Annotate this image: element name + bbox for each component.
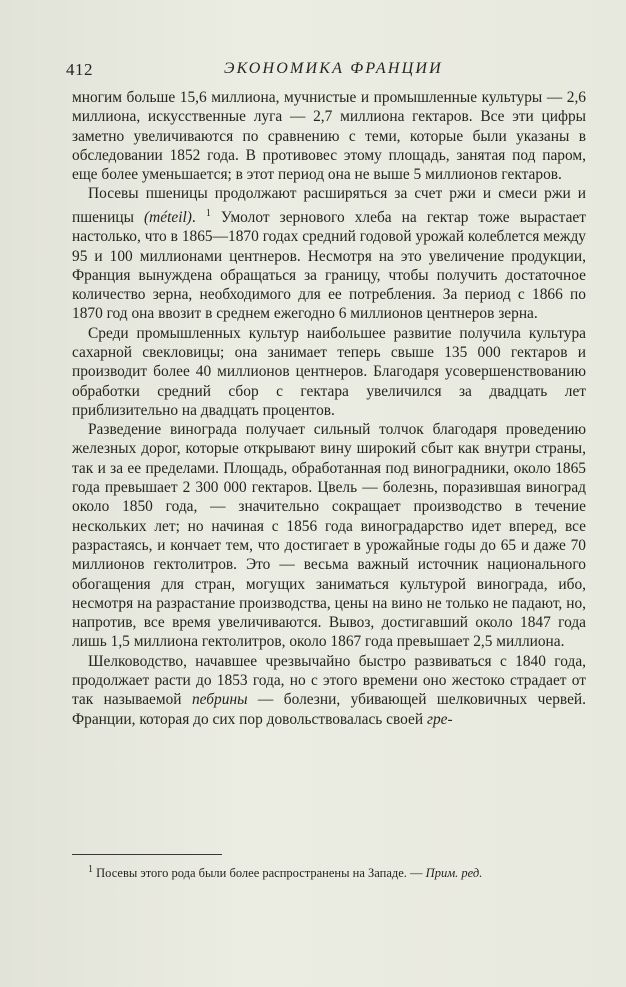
- paragraph-2-text-after: Умолот зернового хлеба на гектар тоже вырастает настолько, что в 1865—1870 годах средний годовой урожай колеблется между 95 и 100 миллионами центнеров. Несмотря на это увеличение продукции, Франция вынуждена обращаться за границу, чтобы получить достаточное количество зерна, необходимого для ее потребления. За период с 1866 по 1870 год она ввозит в среднем ежегодно 6 миллионов центнеров зерна.: [72, 208, 586, 323]
- footnote-mark: 1: [88, 864, 93, 875]
- paragraph-2-text-before: Посевы пшеницы продолжают расширяться за счет ржи и смеси ржи и пшеницы: [72, 185, 586, 226]
- paragraph-5-text-before: Шелководство, начавшее чрезвычайно быстро развиваться с 1840 года, продолжает расти до 1853 года, но с этого времени оно жестоко страдает от так называемой: [72, 652, 586, 709]
- paragraph-5-italic-end: гре-: [426, 710, 453, 728]
- page-number: 412: [66, 60, 93, 79]
- footnote: [72, 862, 586, 881]
- paragraph-1: многим больше 15,6 миллиона, мучнистые и промышленные культуры — 2,6 миллиона, искусственные луга — 2,7 миллиона гектаров. Все эти цифры заметно увеличиваются по сравнению с теми, которые были указаны в обследовании 1852 года. В противовес этому площадь, занятая под паром, еще более уменьшается; в этот период она не выше 5 миллионов гектаров.: [72, 89, 586, 184]
- footnote-reference: 1: [205, 207, 211, 219]
- footnote-divider: [72, 854, 222, 855]
- paragraph-5-italic-term: пебрины: [191, 691, 248, 709]
- footnote-text: Посевы этого рода были более распространены на Западе. —: [93, 866, 426, 881]
- paragraph-3: Среди промышленных культур наибольшее развитие получила культура сахарной свекловицы; она занимает теперь свыше 135 000 гектаров и производит более 40 миллионов центнеров. Благодаря усовершенствованию обработки средний сбор с гектара увеличился за двадцать лет приблизительно на двадцать процентов.: [72, 324, 586, 419]
- paragraph-2: Посевы пшеницы продолжают расширяться за счет ржи и смеси ржи и пшеницы (méteil). $^1$ Умолот зернового хлеба на гектар тоже вырастает настолько, что в 1865—1870 годах средний годовой урожай колеблется между 95 и 100 миллионами центнеров. Несмотря на это увеличение продукции, Франция вынуждена обращаться за границу, чтобы получить достаточное количество зерна, необходимого для ее потребления. За период с 1866 по 1870 год она ввозит в среднем ежегодно 6 миллионов центнеров зерна.: [72, 185, 586, 323]
- main-text: [72, 88, 586, 729]
- paragraph-2-italic-term: (méteil): [144, 208, 192, 226]
- footnote-editor-note: Прим. ред.: [425, 866, 483, 881]
- page-header: [66, 60, 586, 84]
- paragraph-4: Разведение винограда получает сильный толчок благодаря проведению железных дорог, которые открывают вину широкий сбыт как внутри страны, так и за ее пределами. Площадь, обработанная под виноградники, около 1865 года превышает 2 300 000 гектаров. Цвель — болезнь, поразившая виноград около 1850 года, — значительно сокращает производство в течение нескольких лет; но начиная с 1856 года виноградарство идет вперед, все разрастаясь, и кончает тем, что достигает в урожайные годы до 65 и даже 70 миллионов гектолитров. Это — весьма важный источник национального обогащения для стран, могущих заниматься культурой винограда, ибо, несмотря на разрастание производства, цены на вино не только не падают, но, напротив, все время увеличиваются. Вывоз, достигавший около 1847 года лишь 1,5 миллиона гектолитров, около 1867 года превышает 2,5 миллиона.: [72, 421, 586, 651]
- paragraph-5-text-after: — болезни, убивающей шелковичных червей. Франции, которая до сих пор довольствовалась своей: [72, 691, 586, 728]
- paragraph-5: [72, 652, 586, 729]
- running-title: ЭКОНОМИКА ФРАНЦИИ: [224, 60, 443, 77]
